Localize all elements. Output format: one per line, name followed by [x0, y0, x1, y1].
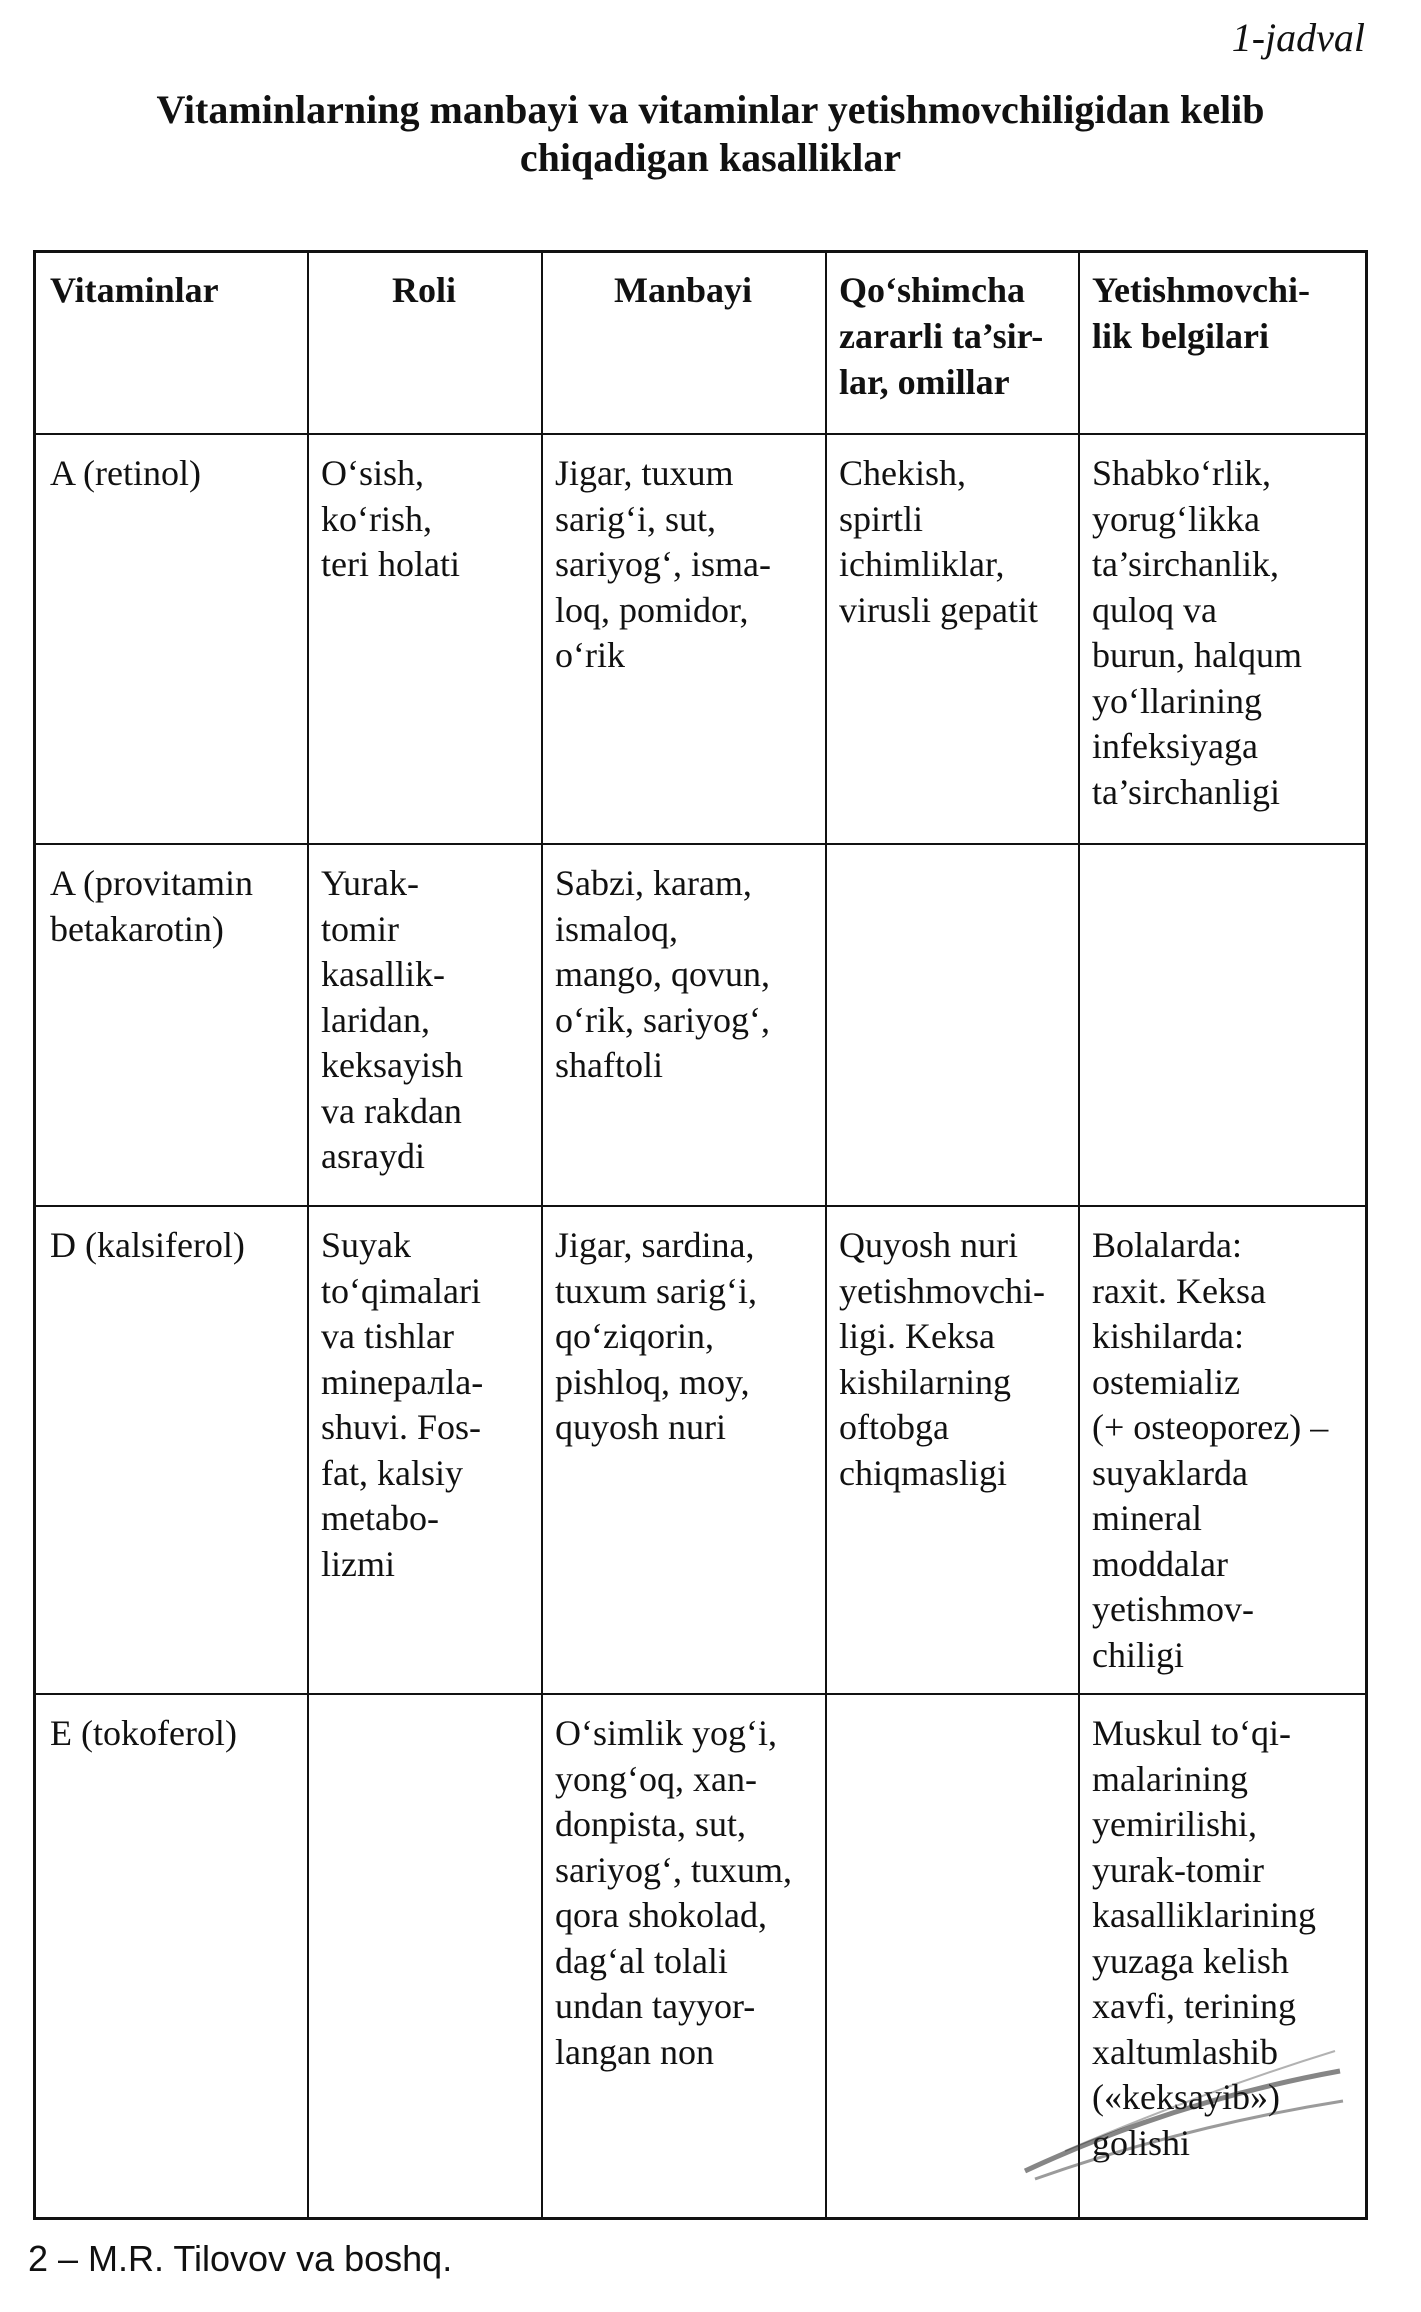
- table-cell-role: O‘sish, ko‘rish, teri holati: [321, 453, 460, 584]
- header-source: Manbayi: [613, 270, 753, 310]
- title-line-1: Vitaminlarning manbayi va vitaminlar yetishmovchiligidan kelib: [156, 87, 1265, 132]
- table-cell-vitamin: A (retinol): [50, 453, 201, 493]
- row-divider: [36, 433, 1365, 435]
- table-cell-source: Jigar, tuxum sarig‘i, sut, sariyog‘, isma- loq, pomidor, o‘rik: [555, 453, 771, 675]
- row-divider: [36, 1205, 1365, 1207]
- table-cell-role: Suyak to‘qimalari va tishlar minералla- shuvi. Fos- fat, kalsiy metabo- lizmi: [321, 1225, 484, 1584]
- row-divider: [36, 843, 1365, 845]
- header-signs: Yetishmovchi- lik belgilari: [1092, 270, 1310, 356]
- table-cell-factors: Quyosh nuri yetishmovchi- ligi. Keksa kishilarning oftobga chiqmasligi: [839, 1225, 1045, 1493]
- table-number-label: 1-jadval: [1231, 15, 1365, 60]
- table-cell-signs: Bolalarda: raxit. Keksa kishilarda: ostemializ (+ osteoporez) – suyaklarda mineral moddalar yetishmov- chiligi: [1092, 1225, 1329, 1675]
- table-cell-factors: Chekish, spirtli ichimliklar, virusli gepatit: [839, 453, 1038, 630]
- table-cell-source: Jigar, sardina, tuxum sarig‘i, qo‘ziqorin, pishloq, moy, quyosh nuri: [555, 1225, 757, 1447]
- table-cell-role: Yurak- tomir kasallik- laridan, keksayish va rakdan asraydi: [321, 863, 463, 1176]
- header-factors: Qo‘shimcha zararli ta’sir- lar, omillar: [839, 270, 1044, 402]
- header-vitamins: Vitaminlar: [50, 270, 219, 310]
- table-cell-vitamin: E (tokoferol): [50, 1713, 237, 1753]
- page-footer: 2 – M.R. Tilovov va boshq.: [28, 2238, 453, 2279]
- document-title: [60, 86, 1361, 182]
- table-cell-signs: Shabko‘rlik, yorug‘likka ta’sirchanlik, quloq va burun, halqum yo‘llarining infeksiyaga ta’sirchanligi: [1092, 453, 1302, 812]
- title-line-2: chiqadigan kasalliklar: [519, 135, 902, 180]
- table-cell-vitamin: D (kalsiferol): [50, 1225, 245, 1265]
- header-role: Roli: [391, 270, 456, 310]
- vitamin-table: [33, 250, 1368, 2220]
- table-cell-signs: Muskul to‘qi- malarining yemirilishi, yurak-tomir kasalliklarining yuzaga kelish xavfi, terining xaltumlashib («keksayib») golishi: [1092, 1713, 1316, 2163]
- table-cell-source: Sabzi, karam, ismaloq, mango, qovun, o‘rik, sariyog‘, shaftoli: [555, 863, 770, 1085]
- row-divider: [36, 1693, 1365, 1695]
- table-cell-vitamin: A (provitamin betakarotin): [50, 863, 253, 949]
- table-cell-source: O‘simlik yog‘i, yong‘oq, xan- donpista, sut, sariyog‘, tuxum, qora shokolad, dag‘al tolali undan tayyor- langan non: [555, 1713, 792, 2072]
